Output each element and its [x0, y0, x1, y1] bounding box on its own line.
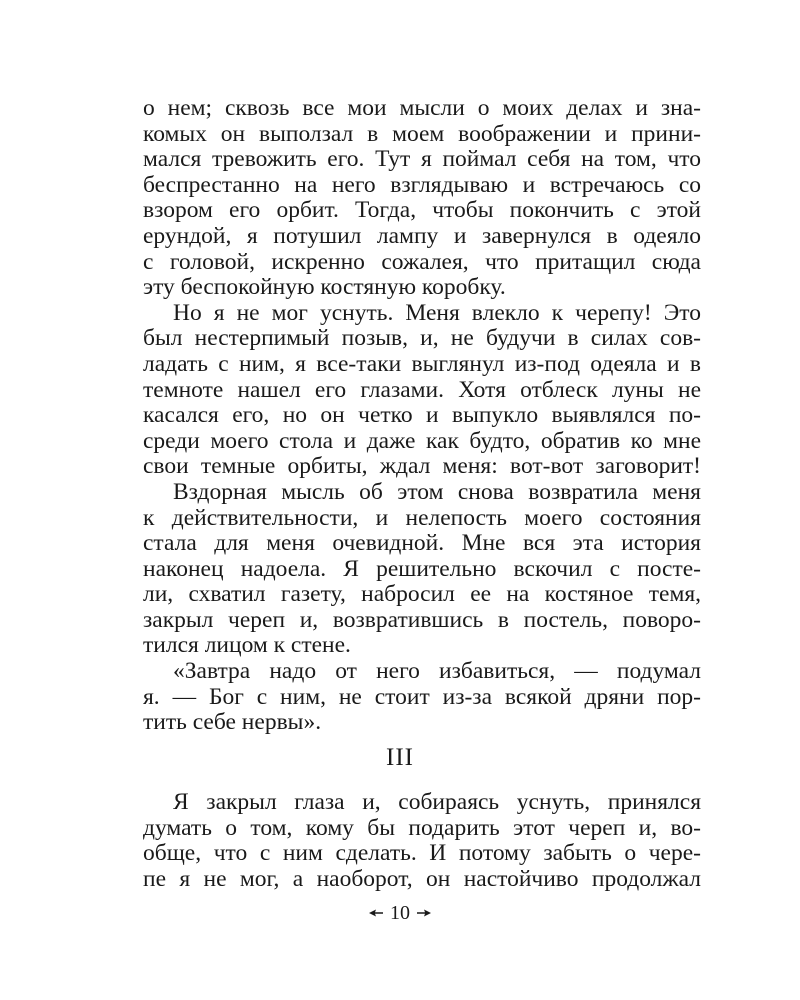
text-line: свои темные орбиты, ждал меня: вот-вот заговорит!: [143, 454, 701, 480]
text-block-bottom: [143, 790, 701, 892]
left-arrow-ornament-icon: [368, 908, 384, 918]
text-line: Вздорная мысль об этом снова возвратила меня: [173, 479, 701, 505]
page-number: 10: [390, 902, 410, 924]
text-line: ладать с ним, я все-таки выглянул из-под одеяла и в: [143, 351, 701, 377]
text-line: к действительности, и нелепость моего состояния: [143, 505, 701, 531]
text-line: обще, что с ним сделать. И потому забыть о чере-: [143, 841, 701, 867]
text-block-top: [143, 96, 701, 736]
text-line: комых он выползал в моем воображении и прини-: [143, 121, 701, 147]
text-line: наконец надоела. Я решительно вскочил с посте-: [143, 556, 701, 582]
text-line: стала для меня очевидной. Мне вся эта история: [143, 531, 701, 557]
text-line: пе я не мог, а наоборот, он настойчиво продолжал: [143, 866, 701, 892]
text-line: среди моего стола и даже как будто, обратив ко мне: [143, 428, 701, 454]
text-line: ли, схватил газету, набросил ее на костяное темя,: [143, 582, 701, 608]
text-line: тить себе нервы».: [143, 710, 322, 736]
text-line: я. — Бог с ним, не стоит из-за всякой дряни пор-: [143, 684, 701, 710]
text-line: был нестерпимый позыв, и, не будучи в силах сов-: [143, 326, 701, 352]
text-line: о нем; сквозь все мои мысли о моих делах и зна-: [143, 96, 701, 121]
text-line: касался его, но он четко и выпукло выявлялся по-: [143, 403, 701, 429]
page-number-footer: [0, 900, 800, 926]
text-line: Я закрыл глаза и, собираясь уснуть, принялся: [173, 790, 701, 815]
text-line: с головой, искренно сожалея, что притащил сюда: [143, 249, 701, 275]
text-line: темноте нашел его глазами. Хотя отблеск луны не: [143, 377, 701, 403]
text-line: тился лицом к стене.: [143, 633, 351, 659]
text-line: ерундой, я потушил лампу и завернулся в одеяло: [143, 223, 701, 249]
text-line: эту беспокойную костяную коробку.: [143, 275, 506, 301]
text-line: мался тревожить его. Тут я поймал себя на том, что: [143, 147, 701, 173]
right-arrow-ornament-icon: [416, 908, 432, 918]
text-line: закрыл череп и, возвратившись в постель, поворо-: [143, 607, 701, 633]
text-line: взором его орбит. Тогда, чтобы покончить с этой: [143, 198, 701, 224]
text-line: «Завтра надо от него избавиться, — подумал: [173, 659, 701, 685]
text-line: думать о том, кому бы подарить этот череп и, во-: [143, 815, 701, 841]
text-line: беспрестанно на него взглядываю и встречаюсь со: [143, 172, 701, 198]
chapter-heading: III: [386, 744, 414, 771]
text-line: Но я не мог уснуть. Меня влекло к черепу! Это: [173, 300, 701, 326]
